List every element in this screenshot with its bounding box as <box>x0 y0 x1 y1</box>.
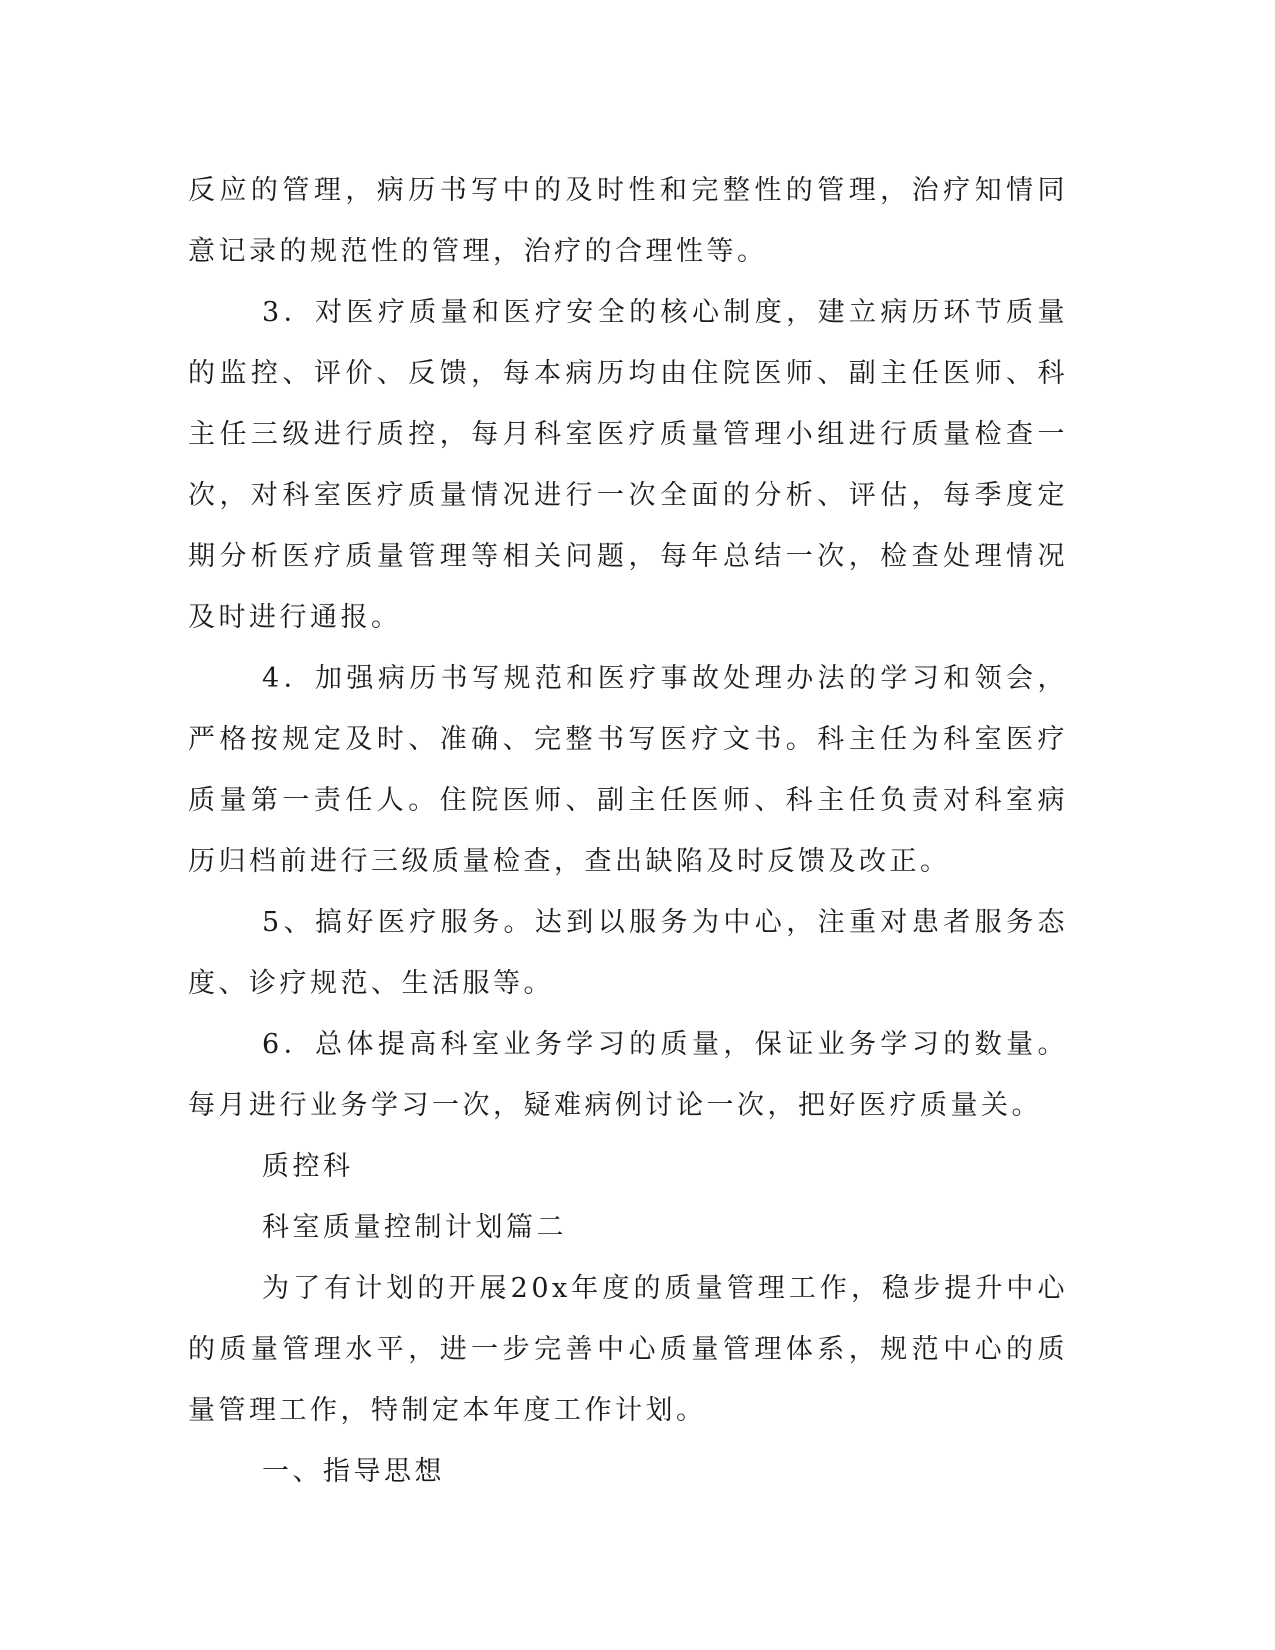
department-signature: 质控科 <box>262 1151 354 1182</box>
section-title: 科室质量控制计划篇二 <box>262 1212 567 1243</box>
document-body <box>188 160 1068 1502</box>
paragraph-continuation: 反应的管理，病历书写中的及时性和完整性的管理，治疗知情同意记录的规范性的管理，治疗的合理性等。 <box>188 175 1068 267</box>
paragraph-intro: 为了有计划的开展20x年度的质量管理工作，稳步提升中心的质量管理水平，进一步完善中心质量管理体系，规范中心的质量管理工作，特制定本年度工作计划。 <box>188 1273 1068 1426</box>
paragraph-item-4: 4．加强病历书写规范和医疗事故处理办法的学习和领会，严格按规定及时、准确、完整书写医疗文书。科主任为科室医疗质量第一责任人。住院医师、副主任医师、科主任负责对科室病历归档前进行三级质量检查，查出缺陷及时反馈及改正。 <box>188 663 1068 877</box>
paragraph-item-6: 6．总体提高科室业务学习的质量，保证业务学习的数量。每月进行业务学习一次，疑难病例讨论一次，把好医疗质量关。 <box>188 1029 1068 1121</box>
subsection-heading: 一、指导思想 <box>262 1456 445 1487</box>
paragraph-item-5: 5、搞好医疗服务。达到以服务为中心，注重对患者服务态度、诊疗规范、生活服等。 <box>188 907 1068 999</box>
paragraph-item-3: 3．对医疗质量和医疗安全的核心制度，建立病历环节质量的监控、评价、反馈，每本病历均由住院医师、副主任医师、科主任三级进行质控，每月科室医疗质量管理小组进行质量检查一次，对科室医疗质量情况进行一次全面的分析、评估，每季度定期分析医疗质量管理等相关问题，每年总结一次，检查处理情况及时进行通报。 <box>188 297 1068 633</box>
